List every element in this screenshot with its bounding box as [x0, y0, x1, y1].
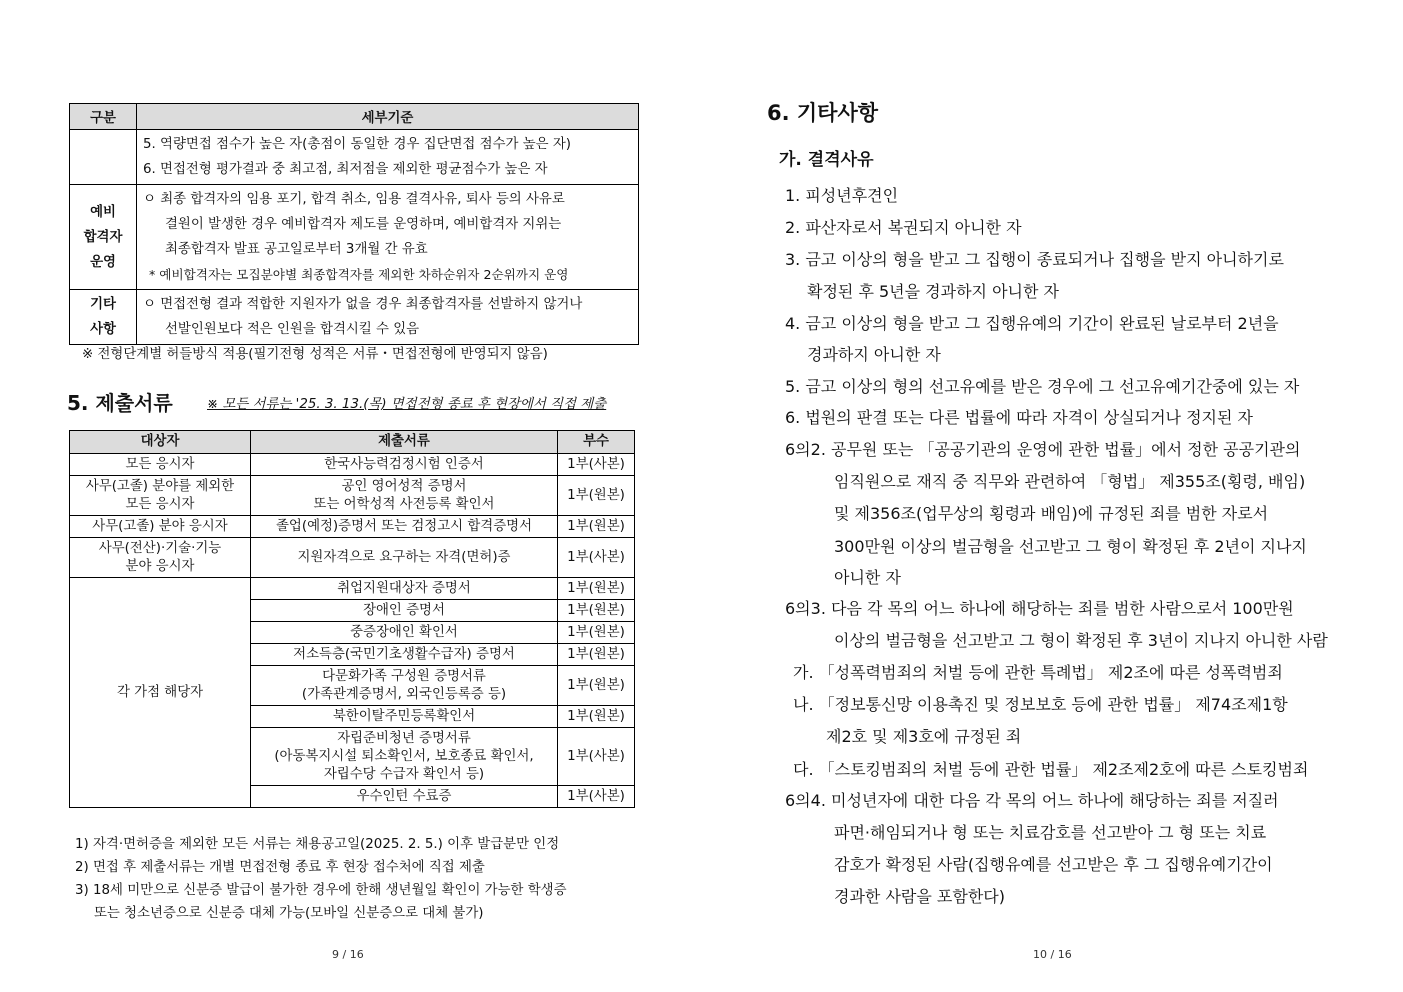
docs-cell-doc: 자립준비청년 증명서류 (아동복지시설 퇴소확인서, 보호종료 확인서, 자립수당 수급자 확인서 등): [251, 728, 558, 786]
docs-cell-bonus-target: 각 가점 해당자: [70, 578, 251, 808]
docs-row: [70, 578, 635, 600]
docs-cell-copies: 1부(사본): [558, 454, 635, 476]
docs-row: [70, 476, 635, 516]
disqualification-item: 6의3. 다음 각 목의 어느 하나에 해당하는 죄를 범한 사람으로서 100만원: [785, 599, 1294, 618]
disqualification-item: 및 제356조(업무상의 횡령과 배임)에 규정된 죄를 범한 자로서: [834, 504, 1269, 523]
docs-cell-target: 사무(고졸) 분야 응시자: [70, 516, 251, 538]
disqualification-item: 임직원으로 재직 중 직무와 관련하여 「형법」 제355조(횡령, 배임): [834, 472, 1306, 491]
criteria-table: [69, 103, 639, 345]
criteria-line: 6. 면접전형 평가결과 중 최고점, 최저점을 제외한 평균점수가 높은 자: [143, 162, 548, 177]
docs-cell-copies: 1부(사본): [558, 728, 635, 786]
criteria-line: 5. 역량면접 점수가 높은 자(총점이 동일한 경우 집단면접 점수가 높은 자): [143, 137, 571, 152]
disqualification-item: 300만원 이상의 벌금형을 선고받고 그 형이 확정된 후 2년이 지나지: [834, 537, 1307, 556]
docs-cell-copies: 1부(사본): [558, 786, 635, 808]
criteria-line: * 예비합격자는 모집분야별 최종합격자를 제외한 차하순위자 2순위까지 운영: [149, 267, 569, 282]
criteria-detail-tiebreak: [137, 130, 639, 185]
docs-header-target: 대상자: [70, 431, 251, 454]
docs-row: [70, 454, 635, 476]
disqualification-item: 1. 피성년후견인: [785, 186, 899, 205]
criteria-category-reserve: [70, 185, 137, 290]
docs-cell-copies: 1부(원본): [558, 578, 635, 600]
docs-cell-doc: 다문화가족 구성원 증명서류 (가족관계증명서, 외국인등록증 등): [251, 666, 558, 706]
criteria-category-misc: [70, 290, 137, 345]
docs-header-copies: 부수: [558, 431, 635, 454]
criteria-line: ㅇ 최종 합격자의 임용 포기, 합격 취소, 임용 결격사유, 퇴사 등의 사유로: [143, 192, 565, 207]
criteria-line: 선발인원보다 적은 인원을 합격시킬 수 있음: [165, 322, 420, 337]
criteria-category-empty: [70, 130, 137, 185]
criteria-row-reserve: [70, 185, 639, 290]
disqualification-item: 2. 파산자로서 복권되지 아니한 자: [785, 218, 1022, 237]
section6-title: 6. 기타사항: [767, 101, 879, 125]
docs-cell-copies: 1부(원본): [558, 644, 635, 666]
criteria-row-misc: [70, 290, 639, 345]
category-text: 기타: [90, 297, 116, 312]
docs-cell-doc: 지원자격으로 요구하는 자격(면허)증: [251, 538, 558, 578]
docs-cell-doc: 우수인턴 수료증: [251, 786, 558, 808]
disqualification-item: 이상의 벌금형을 선고받고 그 형이 확정된 후 3년이 지나지 아니한 사람: [834, 631, 1328, 650]
disqualification-item: 제2호 및 제3호에 규정된 죄: [826, 727, 1022, 746]
section5-note: ※ 모든 서류는 '25. 3. 13.(목) 면접전형 종료 후 현장에서 직접 제출: [207, 397, 607, 412]
disqualification-item: 가. 「성폭력범죄의 처벌 등에 관한 특례법」 제2조에 따른 성폭력범죄: [793, 663, 1283, 682]
docs-header-row: [70, 431, 635, 454]
disqualification-item: 6. 법원의 판결 또는 다른 법률에 따라 자격이 상실되거나 정지된 자: [785, 408, 1253, 427]
disqualification-item: 다. 「스토킹범죄의 처벌 등에 관한 법률」 제2조제2호에 따른 스토킹범죄: [793, 760, 1309, 779]
docs-cell-doc: 중증장애인 확인서: [251, 622, 558, 644]
page-number-left: 9 / 16: [332, 948, 364, 961]
category-text: 예비: [90, 204, 116, 220]
disqualification-item: 6의2. 공무원 또는 「공공기관의 운영에 관한 법률」에서 정한 공공기관의: [785, 440, 1301, 459]
criteria-header-row: [70, 104, 639, 130]
category-text: 합격자: [83, 229, 123, 245]
disqualification-item: 경과하지 아니한 자: [807, 345, 941, 364]
docs-cell-target: 모든 응시자: [70, 454, 251, 476]
docs-header-document: 제출서류: [251, 431, 558, 454]
docs-cell-copies: 1부(원본): [558, 476, 635, 516]
docs-cell-doc: 북한이탈주민등록확인서: [251, 706, 558, 728]
disqualification-item: 3. 금고 이상의 형을 받고 그 집행이 종료되거나 집행을 받지 아니하기로: [785, 250, 1284, 269]
docs-cell-copies: 1부(원본): [558, 706, 635, 728]
category-text: 사항: [90, 322, 116, 337]
docs-row: [70, 538, 635, 578]
docs-body: [70, 454, 635, 808]
disqualification-item: 4. 금고 이상의 형을 받고 그 집행유예의 기간이 완료된 날로부터 2년을: [785, 314, 1279, 333]
criteria-detail-reserve: [137, 185, 639, 290]
docs-cell-copies: 1부(사본): [558, 538, 635, 578]
docs-cell-doc: 취업지원대상자 증명서: [251, 578, 558, 600]
category-text: 운영: [90, 254, 116, 270]
disqualification-subtitle: 가. 결격사유: [779, 150, 874, 170]
criteria-header-detail: 세부기준: [137, 104, 639, 130]
criteria-line: 최종합격자 발표 공고일로부터 3개월 간 유효: [165, 242, 428, 257]
disqualification-item: 경과한 사람을 포함한다): [834, 887, 1005, 906]
docs-cell-target: 사무(고졸) 분야를 제외한 모든 응시자: [70, 476, 251, 516]
docs-cell-copies: 1부(원본): [558, 516, 635, 538]
criteria-line: ㅇ 면접전형 결과 적합한 지원자가 없을 경우 최종합격자를 선발하지 않거나: [143, 297, 583, 312]
docs-cell-doc: 졸업(예정)증명서 또는 검정고시 합격증명서: [251, 516, 558, 538]
disqualification-item: 파면·해임되거나 형 또는 치료감호를 선고받아 그 형 또는 치료: [834, 823, 1267, 842]
docs-cell-copies: 1부(원본): [558, 600, 635, 622]
disqualification-item: 나. 「정보통신망 이용촉진 및 정보보호 등에 관한 법률」 제74조제1항: [793, 695, 1288, 714]
footnotes: [75, 833, 567, 925]
hurdle-note: ※ 전형단계별 허들방식 적용(필기전형 성적은 서류・면접전형에 반영되지 않음): [82, 347, 548, 362]
docs-cell-target: 사무(전산)·기술·기능 분야 응시자: [70, 538, 251, 578]
documents-table: [69, 430, 635, 808]
disqualification-item: 6의4. 미성년자에 대한 다음 각 목의 어느 하나에 해당하는 죄를 저질러: [785, 791, 1279, 810]
docs-cell-doc: 공인 영어성적 증명서 또는 어학성적 사전등록 확인서: [251, 476, 558, 516]
disqualification-item: 아니한 자: [834, 568, 901, 587]
footnote: 또는 청소년증으로 신분증 대체 가능(모바일 신분증으로 대체 불가): [94, 906, 484, 921]
footnote: 3) 18세 미만으로 신분증 발급이 불가한 경우에 한해 생년월일 확인이 가능한 학생증: [75, 883, 567, 898]
criteria-line: 결원이 발생한 경우 예비합격자 제도를 운영하며, 예비합격자 지위는: [165, 217, 562, 232]
page-number-right: 10 / 16: [1033, 948, 1072, 961]
docs-cell-copies: 1부(원본): [558, 666, 635, 706]
docs-row: [70, 516, 635, 538]
disqualification-item: 확정된 후 5년을 경과하지 아니한 자: [807, 282, 1059, 301]
footnote: 1) 자격·면허증을 제외한 모든 서류는 채용공고일(2025. 2. 5.) 이후 발급분만 인정: [75, 837, 560, 852]
criteria-header-category: 구분: [70, 104, 137, 130]
disqualification-item: 감호가 확정된 사람(집행유예를 선고받은 후 그 집행유예기간이: [834, 855, 1273, 874]
docs-cell-copies: 1부(원본): [558, 622, 635, 644]
docs-cell-doc: 한국사능력검정시험 인증서: [251, 454, 558, 476]
docs-cell-doc: 장애인 증명서: [251, 600, 558, 622]
footnote: 2) 면접 후 제출서류는 개별 면접전형 종료 후 현장 접수처에 직접 제출: [75, 860, 485, 875]
disqualification-item: 5. 금고 이상의 형의 선고유예를 받은 경우에 그 선고유예기간중에 있는 자: [785, 377, 1300, 396]
section5-title: 5. 제출서류: [67, 391, 173, 415]
criteria-row-tiebreak: [70, 130, 639, 185]
criteria-detail-misc: [137, 290, 639, 345]
docs-cell-doc: 저소득층(국민기초생활수급자) 증명서: [251, 644, 558, 666]
